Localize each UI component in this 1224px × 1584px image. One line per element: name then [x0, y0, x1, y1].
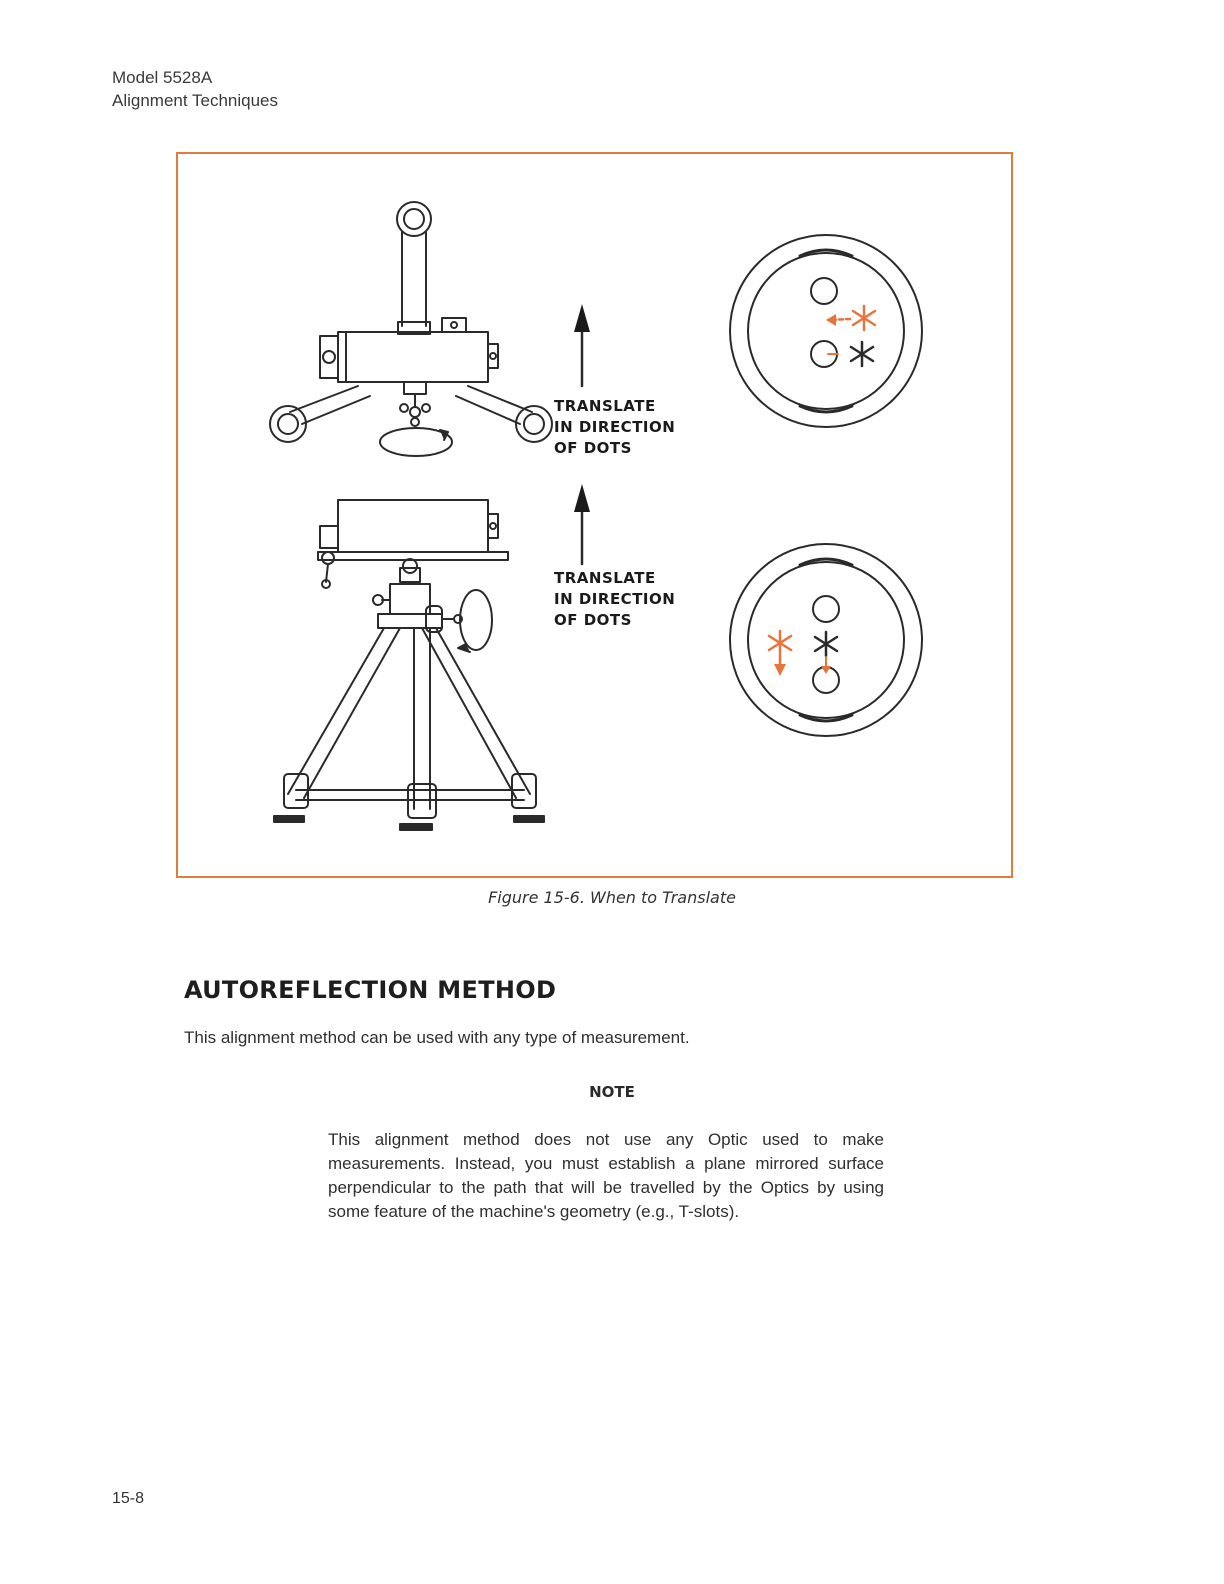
callout-line: TRANSLATE	[554, 397, 656, 415]
translate-callout-lower	[554, 568, 675, 631]
translate-arrow-lower	[574, 484, 590, 564]
section-label: Alignment Techniques	[112, 91, 279, 110]
page-number: 15-8	[112, 1490, 145, 1507]
callout-line: TRANSLATE	[554, 569, 656, 587]
figure-illustration	[178, 154, 1011, 876]
callout-line: OF DOTS	[554, 611, 632, 629]
laser-head-tripod-illustration	[274, 500, 544, 830]
callout-line: OF DOTS	[554, 439, 632, 457]
laser-head-upper-illustration	[270, 202, 552, 456]
callout-line: IN DIRECTION	[554, 590, 676, 608]
target-upper-illustration	[730, 235, 922, 427]
section-heading: AUTOREFLECTION METHOD	[184, 976, 557, 1004]
running-head	[112, 66, 278, 112]
figure-caption: Figure 15-6. When to Translate	[488, 888, 736, 907]
translate-arrow-upper	[574, 304, 590, 386]
callout-line: IN DIRECTION	[554, 418, 676, 436]
model-label: Model 5528A	[112, 68, 213, 87]
note-heading: NOTE	[589, 1083, 635, 1101]
figure-frame	[176, 152, 1013, 878]
intro-paragraph: This alignment method can be used with any type of measurement.	[184, 1028, 690, 1047]
note-body: This alignment method does not use any Optic used to make measurements. Instead, you must establish a plane mirrored surface perpendicular to the path that will be travelled by the Optics by using some feature of the machine's geometry (e.g., T-slots).	[328, 1130, 884, 1221]
translate-callout-upper	[554, 396, 675, 459]
target-lower-illustration	[730, 544, 922, 736]
